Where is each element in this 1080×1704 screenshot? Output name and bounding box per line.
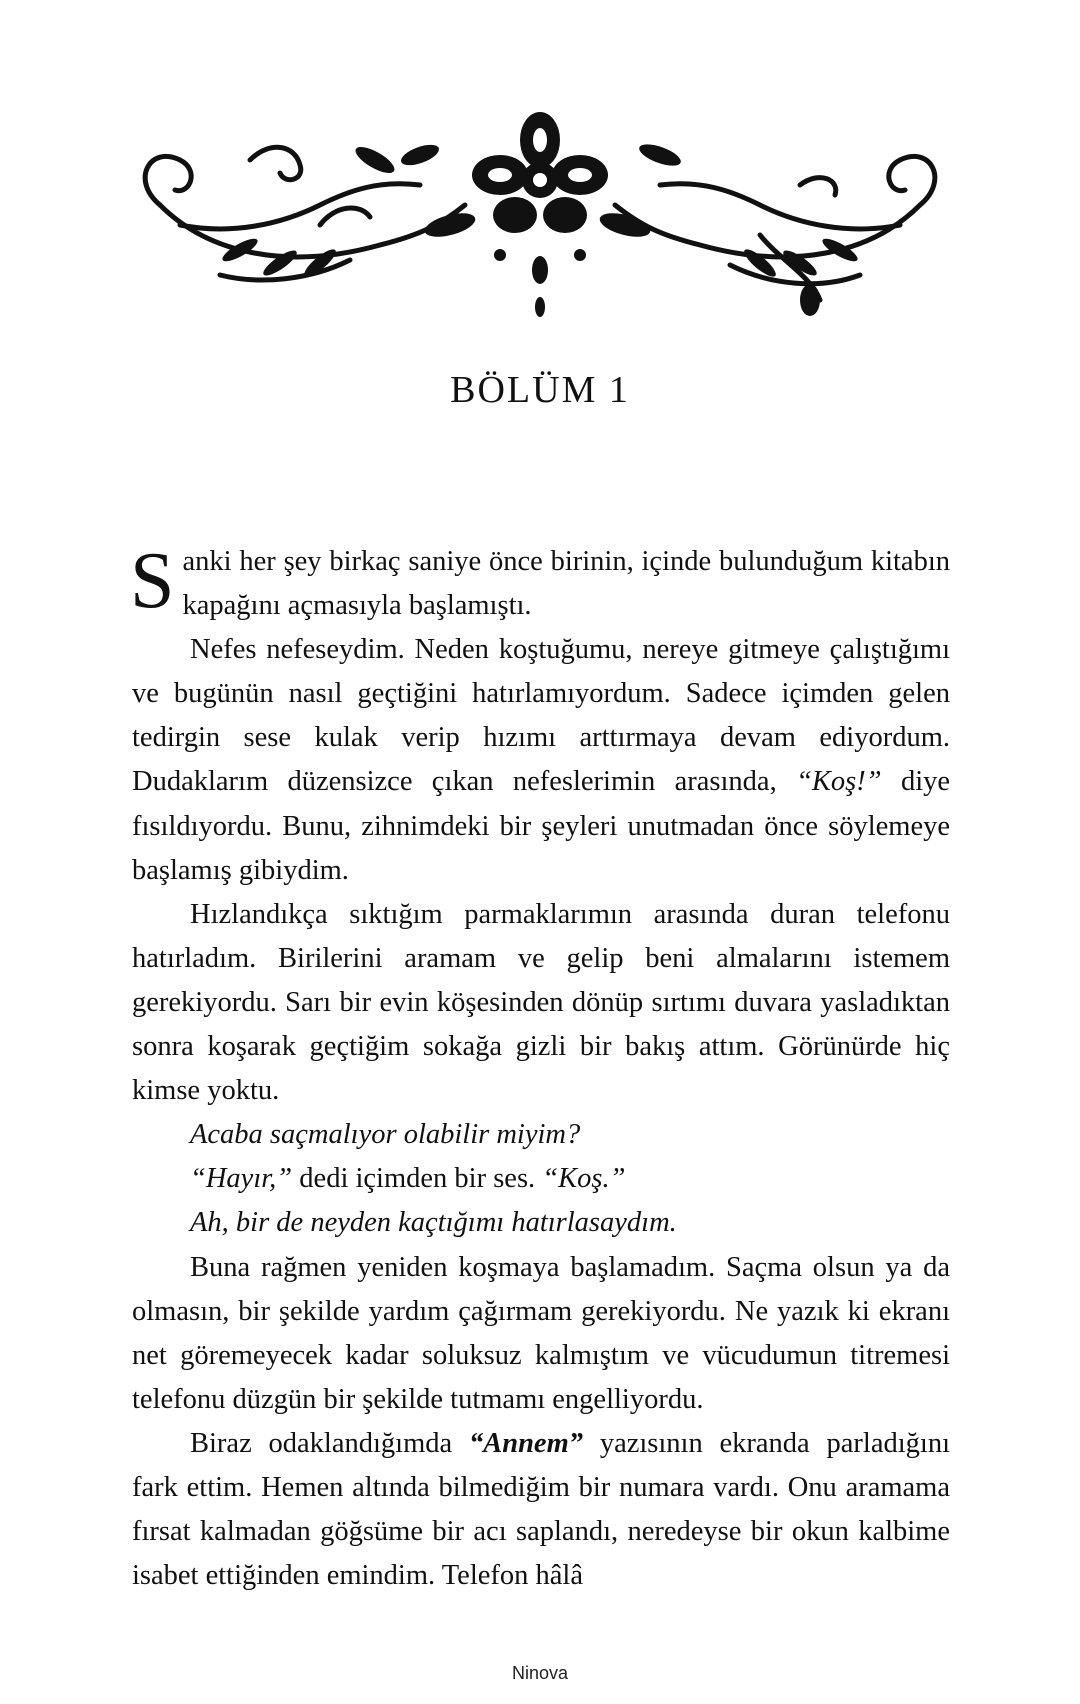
paragraph-7: Buna rağmen yeniden koşmaya başlamadım. Saçma olsun ya da olmasın, bir şekilde yardım çağırmam gerekiyordu. Ne yazık ki ekranı net göremeyecek kadar soluksuz kalmıştım ve vücudumun titremesi telefonu düzgün bir şekilde tutmamı engelliyordu.	[132, 1251, 950, 1415]
paragraph-5-quote-b: “Koş.”	[542, 1163, 626, 1195]
paragraph-1-text: anki her şey birkaç saniye önce birinin, içinde bulunduğum kitabın kapağını açmasıyla başlamıştı.	[182, 546, 950, 622]
paragraph-4: Acaba saçmalıyor olabilir miyim?	[190, 1119, 581, 1151]
paragraph-2-text: Nefes nefeseydim. Neden koştuğumu, nereye gitmeye çalıştığımı ve bugünün nasıl geçtiğini hatırlamıyordum. Sadece içimden gelen tedirgin sese kulak verip hızımı arttırmaya devam ediyordum. Dudaklarım düzensizce çıkan nefeslerimin arasında,	[132, 634, 950, 798]
paragraph-8-start: Biraz odaklandığımda	[190, 1427, 453, 1459]
paragraph-1	[130, 537, 950, 628]
paragraph-2-end: diye fısıldıyordu. Bunu, zihnimdeki bir şeyleri unutmadan önce söylemeye başlamış gibiydim.	[132, 766, 951, 886]
paragraph-6: Ah, bir de neyden kaçtığımı hatırlasaydım.	[190, 1207, 677, 1239]
body-text	[130, 537, 951, 1598]
paragraph-2-italic: “Koş!”	[796, 766, 882, 798]
drop-cap: S	[130, 537, 175, 625]
paragraph-8	[132, 1422, 950, 1598]
paragraph-3: Hızlandıkça sıktığım parmaklarımın arasında duran telefonu hatırladım. Birilerini aramam ve gelip beni almalarını istemem gerekiyordu. Sarı bir evin köşesinden dönüp sırtımı duvara yasladıktan sonra koşarak geçtiğim sokağa gizli bir bakış attım. Görünürde hiç kimse yoktu.	[132, 898, 950, 1107]
publisher-footer: Ninova	[511, 1663, 569, 1683]
chapter-title: BÖLÜM 1	[450, 369, 630, 411]
paragraph-8-end: yazısının ekranda parladığını fark ettim. Hemen altında bilmediğim bir numara vardı. Onu aramama fırsat kalmadan göğsüme bir acı saplandı, neredeyse bir okun kalbime isabet ettiğinden emindim. Telefon hâlâ	[132, 1427, 950, 1592]
paragraph-5-text: dedi içimden bir ses.	[299, 1163, 536, 1195]
paragraph-5-quote-a: “Hayır,”	[190, 1163, 293, 1195]
floral-scroll-ornament	[120, 85, 960, 345]
paragraph-5	[132, 1157, 950, 1201]
paragraph-2	[132, 628, 950, 893]
paragraph-8-emphasis: “Annem”	[468, 1427, 583, 1459]
